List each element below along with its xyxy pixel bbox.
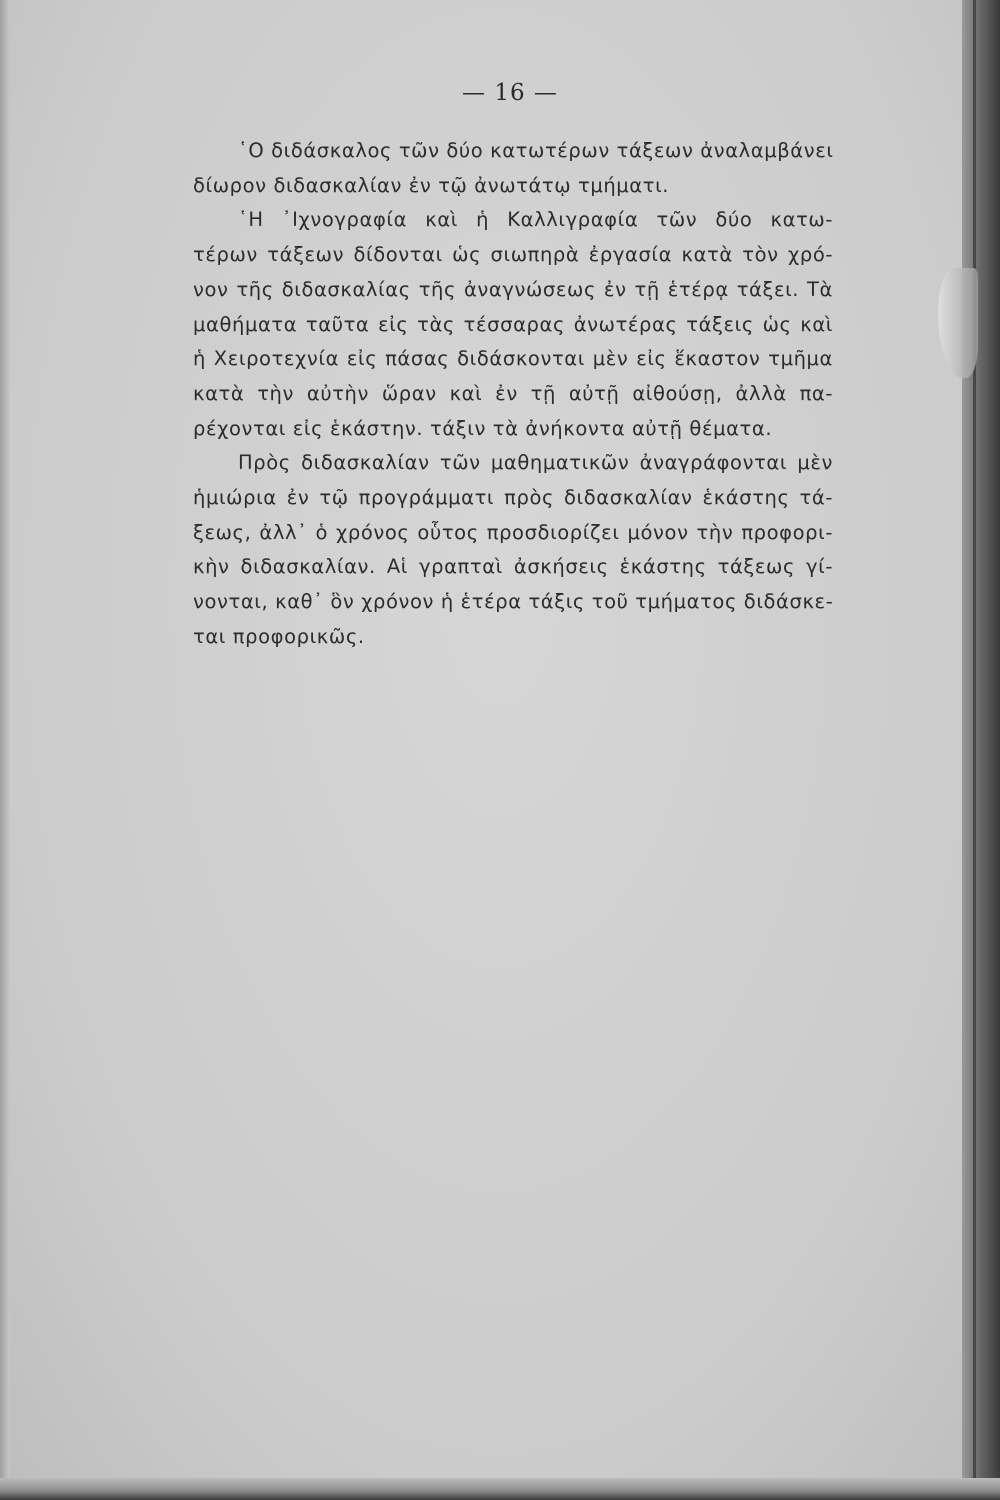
paragraph-2-line-2: τέρων τάξεων δίδονται ὡς σιωπηρὰ ἐργασία κατὰ τὸν χρό-: [193, 243, 833, 267]
paragraph-2-line-7: ρέχονται εἰς ἑκάστην. τάξιν τὰ ἀνήκοντα αὐτῇ θέματα.: [193, 416, 773, 440]
body-text: [193, 134, 833, 655]
paragraph-2-line-1: ῾Η ᾿Ιχνογραφία καὶ ἡ Καλλιγραφία τῶν δύο κατω-: [238, 208, 833, 232]
page-bottom-edge: [0, 1478, 1000, 1500]
page-number: — 16 —: [462, 80, 558, 106]
paragraph-2-line-5: ἡ Χειροτεχνία εἰς πάσας διδάσκονται μὲν εἰς ἕκαστον τμῆμα: [193, 347, 833, 371]
paragraph-2-line-6: κατὰ τὴν αὐτὴν ὥραν καὶ ἐν τῇ αὐτῇ αἰθούσῃ, ἀλλὰ πα-: [193, 381, 833, 405]
paper-tear: [938, 268, 978, 378]
paragraph-2-line-4: μαθήματα ταῦτα εἰς τὰς τέσσαρας ἀνωτέρας τάξεις ὡς καὶ: [193, 312, 833, 336]
paragraph-3-line-5: νονται, καθ᾿ ὃν χρόνον ἡ ἑτέρα τάξις τοῦ τμήματος διδάσκε-: [193, 590, 834, 614]
paragraph-2-line-3: νον τῆς διδασκαλίας τῆς ἀναγνώσεως ἐν τῇ ἑτέρᾳ τάξει. Τὰ: [193, 277, 833, 301]
paragraph-3-line-1: Πρὸς διδασκαλίαν τῶν μαθηματικῶν ἀναγράφονται μὲν: [238, 451, 833, 475]
paragraph-1-line-2: δίωρον διδασκαλίαν ἐν τῷ ἀνωτάτῳ τμήματι.: [193, 173, 670, 197]
paragraph-3-line-6: ται προφορικῶς.: [193, 624, 365, 648]
page-right-edge: [962, 0, 1000, 1500]
paragraph-3-line-3: ξεως, ἀλλ᾿ ὁ χρόνος οὗτος προσδιορίζει μόνον τὴν προφορι-: [193, 520, 833, 544]
page-fold-line: [973, 0, 976, 1500]
page-left-edge: [0, 0, 10, 1500]
paragraph-3-line-2: ἡμιώρια ἐν τῷ προγράμματι πρὸς διδασκαλίαν ἑκάστης τά-: [193, 486, 833, 510]
paragraph-1-line-1: ῾Ο διδάσκαλος τῶν δύο κατωτέρων τάξεων ἀναλαμβάνει: [238, 139, 834, 162]
paragraph-3-line-4: κὴν διδασκαλίαν. Αἱ γραπταὶ ἀσκήσεις ἑκάστης τάξεως γί-: [193, 555, 833, 579]
